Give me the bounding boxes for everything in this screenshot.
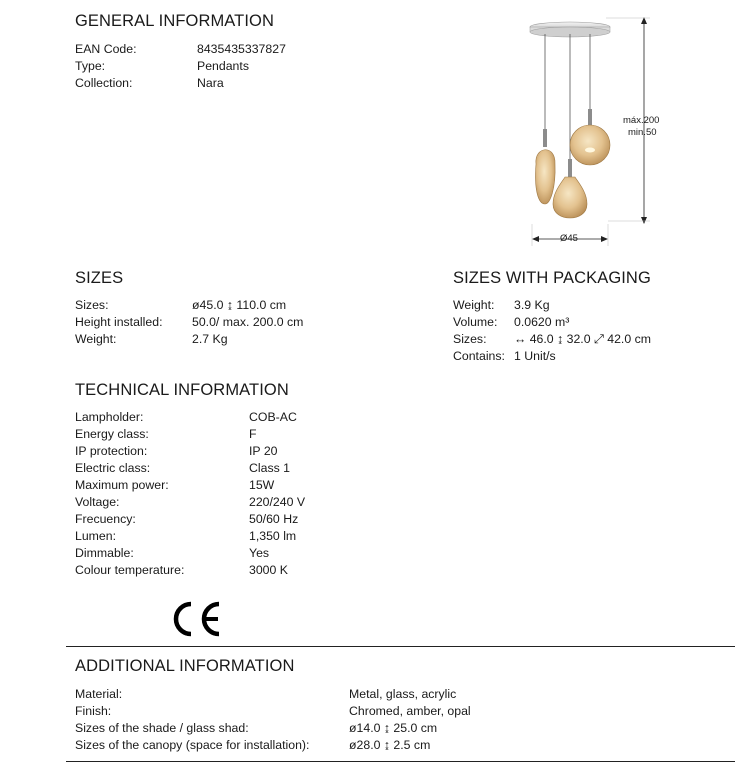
technical-label: Frecuency:	[75, 512, 136, 526]
packaging-volume-label: Volume:	[453, 315, 498, 329]
type-value: Pendants	[197, 59, 249, 73]
finish-value: Chromed, amber, opal	[349, 704, 471, 718]
canopy-size-value: ø28.0 ↨ 2.5 cm	[349, 738, 431, 752]
technical-title: TECHNICAL INFORMATION	[75, 381, 289, 399]
technical-value: Class 1	[249, 461, 291, 475]
technical-value: Yes	[249, 546, 270, 560]
ce-mark-icon	[173, 600, 223, 638]
material-label: Material:	[75, 687, 123, 701]
ean-value: 8435435337827	[197, 42, 286, 56]
sizes-label: Sizes:	[75, 298, 109, 312]
shade-globe	[570, 125, 610, 165]
technical-label: Energy class:	[75, 427, 149, 441]
technical-value: IP 20	[249, 444, 278, 458]
technical-label: Lumen:	[75, 529, 117, 543]
packaging-volume-value: 0.0620 m³	[514, 315, 570, 329]
technical-value: 15W	[249, 478, 275, 492]
ean-label: EAN Code:	[75, 42, 137, 56]
technical-label: Electric class:	[75, 461, 151, 475]
collection-label: Collection:	[75, 76, 133, 90]
technical-value: 3000 K	[249, 563, 288, 577]
height-installed-value: 50.0/ max. 200.0 cm	[192, 315, 304, 329]
technical-label: Voltage:	[75, 495, 120, 509]
weight-value: 2.7 Kg	[192, 332, 228, 346]
height-label-max: máx.200	[623, 115, 660, 126]
technical-label: Maximum power:	[75, 478, 169, 492]
technical-label: IP protection:	[75, 444, 148, 458]
technical-label: Dimmable:	[75, 546, 134, 560]
height-label-min: min.50	[628, 127, 657, 138]
technical-value: 50/60 Hz	[249, 512, 299, 526]
technical-value: F	[249, 427, 257, 441]
packaging-weight-label: Weight:	[453, 298, 495, 312]
sizes-title: SIZES	[75, 269, 124, 287]
type-label: Type:	[75, 59, 106, 73]
shade-pear	[553, 177, 587, 218]
product-drawing	[520, 14, 720, 254]
sizes-value: ø45.0 ↨ 110.0 cm	[192, 298, 287, 312]
packaging-title: SIZES WITH PACKAGING	[453, 269, 651, 287]
technical-label: Lampholder:	[75, 410, 144, 424]
technical-label: Colour temperature:	[75, 563, 185, 577]
general-title: GENERAL INFORMATION	[75, 12, 274, 30]
technical-value: 220/240 V	[249, 495, 306, 509]
technical-value: COB-AC	[249, 410, 297, 424]
collection-value: Nara	[197, 76, 224, 90]
weight-label: Weight:	[75, 332, 117, 346]
divider-bottom	[66, 761, 735, 762]
additional-title: ADDITIONAL INFORMATION	[75, 657, 295, 675]
technical-value: 1,350 lm	[249, 529, 297, 543]
height-installed-label: Height installed:	[75, 315, 163, 329]
packaging-contains-label: Contains:	[453, 349, 505, 363]
packaging-contains-value: 1 Unit/s	[514, 349, 556, 363]
shade-oval	[535, 150, 555, 204]
packaging-sizes-value: ↔ 46.0 ↨ 32.0 ⤢ 42.0 cm	[514, 332, 651, 346]
width-label: Ø45	[560, 233, 578, 244]
divider-top	[66, 646, 735, 647]
packaging-weight-value: 3.9 Kg	[514, 298, 550, 312]
finish-label: Finish:	[75, 704, 112, 718]
shade-size-label: Sizes of the shade / glass shad:	[75, 721, 249, 735]
packaging-sizes-label: Sizes:	[453, 332, 487, 346]
canopy-size-label: Sizes of the canopy (space for installation):	[75, 738, 310, 752]
shade-size-value: ø14.0 ↨ 25.0 cm	[349, 721, 438, 735]
material-value: Metal, glass, acrylic	[349, 687, 457, 701]
